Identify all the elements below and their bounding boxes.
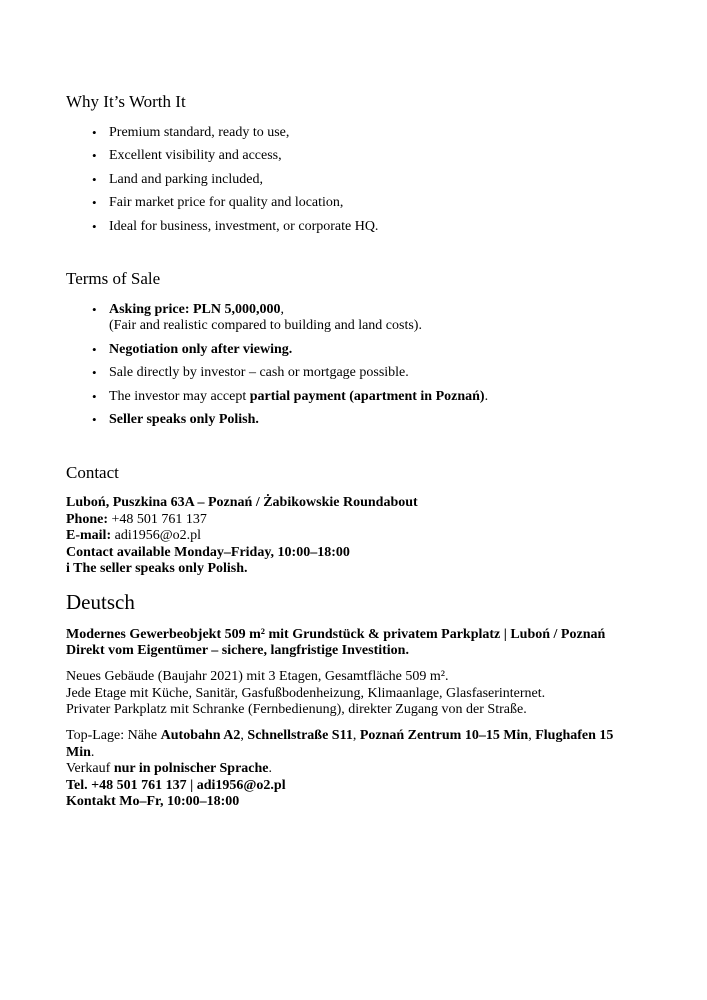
text-line: (Fair and realistic compared to building and land costs). <box>109 318 422 334</box>
bullet-text: Fair market price for quality and location, <box>109 195 344 211</box>
text-segment: Autobahn A2 <box>160 728 241 744</box>
list-item <box>92 365 647 382</box>
text-line <box>109 302 284 317</box>
bullet-icon: • <box>92 388 97 404</box>
section-why-its-worth-it <box>66 92 647 235</box>
text-segment: Min <box>66 744 91 760</box>
deutsch-tel-line: Tel. +48 501 761 137 | adi1956@o2.pl <box>66 777 286 793</box>
text-segment: , <box>240 728 248 744</box>
bullet-icon: • <box>92 148 97 164</box>
email-label: E-mail: <box>66 528 112 544</box>
text-segment: . <box>268 761 272 777</box>
phone-value: +48 501 761 137 <box>111 511 207 527</box>
text-segment: . <box>484 388 489 404</box>
section-heading-contact: Contact <box>66 462 119 482</box>
bullet-icon: • <box>92 195 97 211</box>
bullet-icon: • <box>92 171 97 187</box>
list-item <box>92 125 647 142</box>
contact-note: i The seller speaks only Polish. <box>66 561 248 577</box>
contact-availability: Contact available Monday–Friday, 10:00–18:00 <box>66 544 350 560</box>
text-line <box>109 389 488 404</box>
list-item <box>92 148 647 165</box>
list-item <box>92 342 647 359</box>
text-segment: , <box>280 301 284 317</box>
text-line: Jede Etage mit Küche, Sanitär, Gasfußbodenheizung, Klimaanlage, Glasfaserinternet. <box>66 685 546 701</box>
text-segment: , <box>352 728 360 744</box>
list-item <box>92 412 647 429</box>
section-heading-terms: Terms of Sale <box>66 269 161 289</box>
contact-info-block <box>66 495 647 578</box>
text-line: Neues Gebäude (Baujahr 2021) mit 3 Etagen, Gesamtfläche 509 m². <box>66 669 449 685</box>
text-line <box>66 745 94 760</box>
email-value: adi1956@o2.pl <box>114 528 201 544</box>
text-line <box>66 728 613 743</box>
phone-label: Phone: <box>66 511 108 527</box>
bullet-icon: • <box>92 124 97 140</box>
text-segment: Top-Lage: Nähe <box>66 728 161 744</box>
text-line: Privater Parkplatz mit Schranke (Fernbedienung), direkter Zugang von der Straße. <box>66 702 527 718</box>
deutsch-kontakt-line: Kontakt Mo–Fr, 10:00–18:00 <box>66 794 240 810</box>
text-segment: Poznań Zentrum 10–15 Min <box>359 728 529 744</box>
text-segment: Schnellstraße S11 <box>247 728 353 744</box>
contact-address: Luboń, Puszkina 63A – Poznań / Żabikowskie Roundabout <box>66 495 418 511</box>
bullet-text: Sale directly by investor – cash or mortgage possible. <box>109 365 409 381</box>
list-item <box>92 389 647 406</box>
list-item <box>92 219 647 236</box>
bullet-text <box>109 389 647 406</box>
bullet-text: Excellent visibility and access, <box>109 148 282 164</box>
bullet-icon: • <box>92 341 97 357</box>
bullet-text: Negotiation only after viewing. <box>109 341 293 357</box>
list-item <box>92 302 647 335</box>
text-segment: , <box>528 728 536 744</box>
section-contact <box>66 463 647 578</box>
section-heading-why: Why It’s Worth It <box>66 92 186 111</box>
text-segment: . <box>90 744 95 760</box>
deutsch-location-contact-paragraph <box>66 728 647 811</box>
text-segment: nur in polnischer Sprache <box>113 761 269 777</box>
bullet-icon: • <box>92 301 97 317</box>
bullet-icon: • <box>92 412 97 428</box>
text-line: Modernes Gewerbeobjekt 509 m² mit Grundstück & privatem Parkplatz | Luboń / Poznań <box>66 626 606 642</box>
text-segment: Flughafen 15 <box>535 728 614 744</box>
contact-phone-line <box>66 512 207 527</box>
text-segment: Asking price: PLN 5,000,000 <box>109 301 281 317</box>
contact-email-line <box>66 528 201 543</box>
why-bullet-list <box>66 125 647 236</box>
bullet-text: Land and parking included, <box>109 171 263 187</box>
text-segment: The investor may accept <box>109 388 250 404</box>
text-line: Direkt vom Eigentümer – sichere, langfristige Investition. <box>66 643 409 659</box>
text-line <box>66 761 272 776</box>
section-deutsch <box>66 591 647 811</box>
bullet-icon: • <box>92 365 97 381</box>
bullet-text <box>109 302 647 335</box>
bullet-text: Ideal for business, investment, or corporate HQ. <box>109 218 379 234</box>
list-item <box>92 195 647 212</box>
section-heading-deutsch: Deutsch <box>66 589 135 614</box>
section-terms-of-sale <box>66 269 647 429</box>
list-item <box>92 172 647 189</box>
deutsch-details-paragraph <box>66 669 647 719</box>
deutsch-intro-paragraph <box>66 627 647 660</box>
text-segment: Verkauf <box>66 761 114 777</box>
bullet-text: Premium standard, ready to use, <box>109 124 290 140</box>
bullet-text: Seller speaks only Polish. <box>109 412 259 428</box>
bullet-icon: • <box>92 218 97 234</box>
terms-bullet-list <box>66 302 647 429</box>
text-segment: partial payment (apartment in Poznań) <box>249 388 485 404</box>
